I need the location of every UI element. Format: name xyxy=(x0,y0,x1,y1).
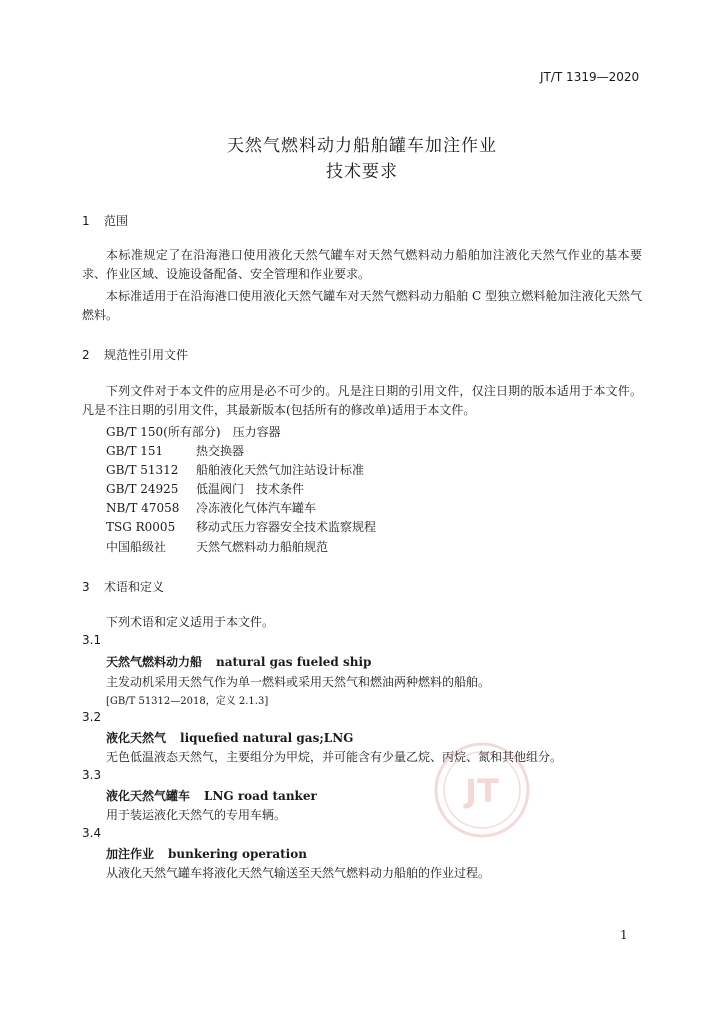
term-zh: 天然气燃料动力船 xyxy=(106,655,203,669)
section-title: 范围 xyxy=(104,214,129,228)
section-title: 术语和定义 xyxy=(104,580,165,594)
reference-item xyxy=(106,499,316,516)
term-number: 3.2 xyxy=(82,710,102,724)
section-title: 规范性引用文件 xyxy=(104,348,189,362)
watermark-text: JT xyxy=(465,772,499,810)
reference-title: 移动式压力容器安全技术监察规程 xyxy=(196,520,377,534)
reference-item xyxy=(106,442,244,459)
term-heading xyxy=(106,653,371,670)
term-heading xyxy=(106,787,317,804)
term-definition: 从液化天然气罐车将液化天然气输送至天然气燃料动力船舶的作业过程。 xyxy=(106,866,491,880)
normative-intro: 下列文件对于本文件的应用是必不可少的。凡是注日期的引用文件，仅注日期的版本适用于本文件。凡是不注日期的引用文件，其最新版本(包括所有的修改单)适用于本文件。 xyxy=(82,384,642,417)
reference-title: 天然气燃料动力船舶规范 xyxy=(196,540,329,554)
term-zh: 加注作业 xyxy=(106,847,155,861)
reference-code: GB/T 151 xyxy=(106,444,164,458)
reference-item xyxy=(106,518,376,535)
term-number: 3.1 xyxy=(82,633,102,647)
standard-number: JT/T 1319—2020 xyxy=(540,70,640,84)
term-zh: 液化天然气罐车 xyxy=(106,789,191,803)
term-en: natural gas fueled ship xyxy=(216,655,372,669)
term-source: [GB/T 51312—2018，定义 2.1.3] xyxy=(106,696,269,707)
reference-title: 低温阀门 技术条件 xyxy=(196,482,305,496)
section-heading-terms xyxy=(82,578,164,595)
section-number: 2 xyxy=(82,348,90,362)
document-subtitle: 技术要求 xyxy=(326,162,398,182)
section-number: 3 xyxy=(82,580,90,594)
scope-paragraph-1: 本标准规定了在沿海港口使用液化天然气罐车对天然气燃料动力船舶加注液化天然气作业的基本要求、作业区域、设施设备配备、安全管理和作业要求。 xyxy=(82,248,642,281)
term-zh: 液化天然气 xyxy=(106,731,167,745)
section-heading-scope xyxy=(82,212,128,229)
reference-title: 冷冻液化气体汽车罐车 xyxy=(196,501,317,515)
reference-title: 热交换器 xyxy=(196,444,245,458)
reference-code: GB/T 150(所有部分) xyxy=(106,425,221,439)
reference-item xyxy=(106,423,281,440)
section-number: 1 xyxy=(82,214,90,228)
reference-item xyxy=(106,538,328,555)
reference-title: 压力容器 xyxy=(232,425,281,439)
reference-code: GB/T 24925 xyxy=(106,482,179,496)
term-number: 3.3 xyxy=(82,768,102,782)
section-heading-normative xyxy=(82,346,188,363)
page-number: 1 xyxy=(620,928,628,942)
term-definition: 用于装运液化天然气的专用车辆。 xyxy=(106,808,287,822)
reference-item xyxy=(106,461,364,478)
term-number: 3.4 xyxy=(82,826,102,840)
term-definition: 无色低温液态天然气，主要组分为甲烷，并可能含有少量乙烷、丙烷、氮和其他组分。 xyxy=(106,750,563,764)
reference-code: NB/T 47058 xyxy=(106,501,180,515)
term-en: LNG road tanker xyxy=(204,789,317,803)
term-en: liquefied natural gas;LNG xyxy=(180,731,354,745)
term-en: bunkering operation xyxy=(168,847,307,861)
term-heading xyxy=(106,729,353,746)
term-heading xyxy=(106,845,307,862)
reference-code: TSG R0005 xyxy=(106,520,176,534)
reference-code: GB/T 51312 xyxy=(106,463,179,477)
reference-item xyxy=(106,480,304,497)
reference-code: 中国船级社 xyxy=(106,540,167,554)
jt-watermark-stamp xyxy=(432,740,532,840)
reference-title: 船舶液化天然气加注站设计标准 xyxy=(196,463,365,477)
scope-paragraph-2: 本标准适用于在沿海港口使用液化天然气罐车对天然气燃料动力船舶 C 型独立燃料舱加注液化天然气燃料。 xyxy=(82,289,642,322)
terms-intro: 下列术语和定义适用于本文件。 xyxy=(106,615,275,629)
document-title: 天然气燃料动力船舶罐车加注作业 xyxy=(227,136,497,156)
term-definition: 主发动机采用天然气作为单一燃料或采用天然气和燃油两种燃料的船舶。 xyxy=(106,675,491,689)
